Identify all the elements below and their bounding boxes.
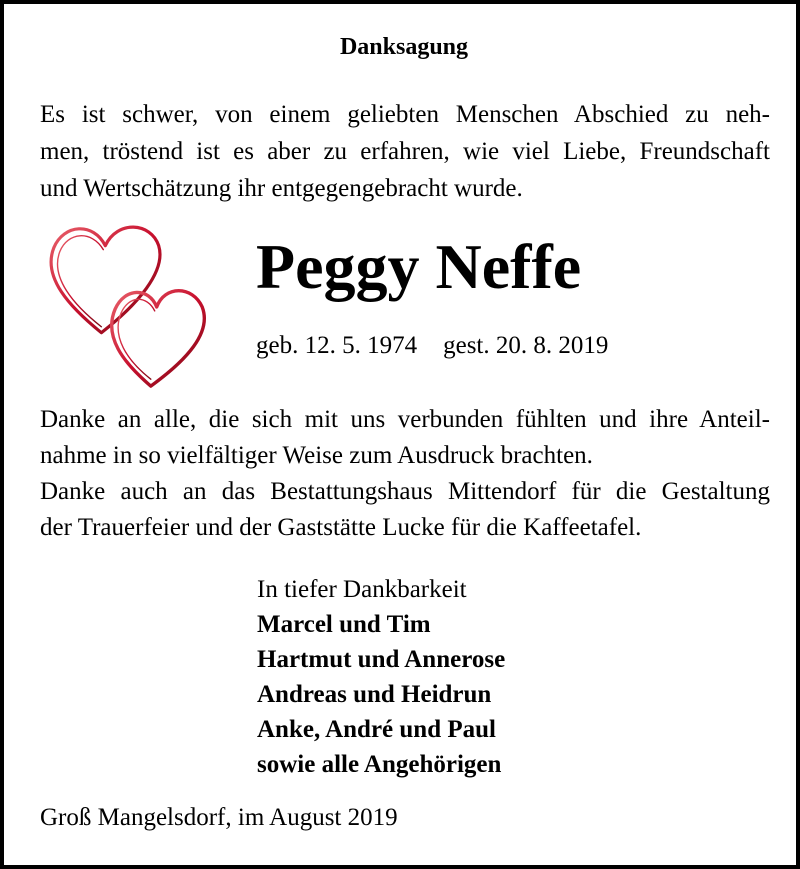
death-date: gest. 20. 8. 2019 <box>443 332 609 359</box>
signers-lead: In tiefer Dankbarkeit <box>257 576 467 603</box>
thanks-line: Danke auch an das Bestattungshaus Mittendorf für die Gestaltung <box>40 478 770 505</box>
signer-name: Anke, André und Paul <box>257 716 496 743</box>
place-and-date: Groß Mangelsdorf, im August 2019 <box>40 804 398 831</box>
signer-name: sowie alle Angehörigen <box>257 751 502 778</box>
thanks-line: der Trauerfeier und der Gaststätte Lucke für die Kaffeetafel. <box>40 514 642 541</box>
thanks-line: Danke an alle, die sich mit uns verbunden fühlten und ihre Anteil- <box>40 406 770 433</box>
signers-block <box>257 572 505 782</box>
birth-date: geb. 12. 5. 1974 <box>256 332 418 359</box>
intro-line: und Wertschätzung ihr entgegengebracht wurde. <box>40 175 523 202</box>
signer-name: Hartmut und Annerose <box>257 646 506 673</box>
intro-line: Es ist schwer, von einem geliebten Menschen Abschied zu neh- <box>40 101 770 128</box>
two-hearts-icon <box>42 216 220 394</box>
thanks-line: nahme in so vielfältiger Weise zum Ausdruck brachten. <box>40 442 593 469</box>
thanks-paragraph <box>40 402 770 546</box>
deceased-name: Peggy Neffe <box>256 231 582 302</box>
intro-line: men, tröstend ist es aber zu erfahren, wie viel Liebe, Freundschaft <box>40 138 770 165</box>
notice-heading: Danksagung <box>339 34 469 60</box>
life-dates <box>256 332 608 360</box>
intro-paragraph <box>40 96 770 207</box>
signer-name: Marcel und Tim <box>257 611 431 638</box>
signer-name: Andreas und Heidrun <box>257 681 492 708</box>
